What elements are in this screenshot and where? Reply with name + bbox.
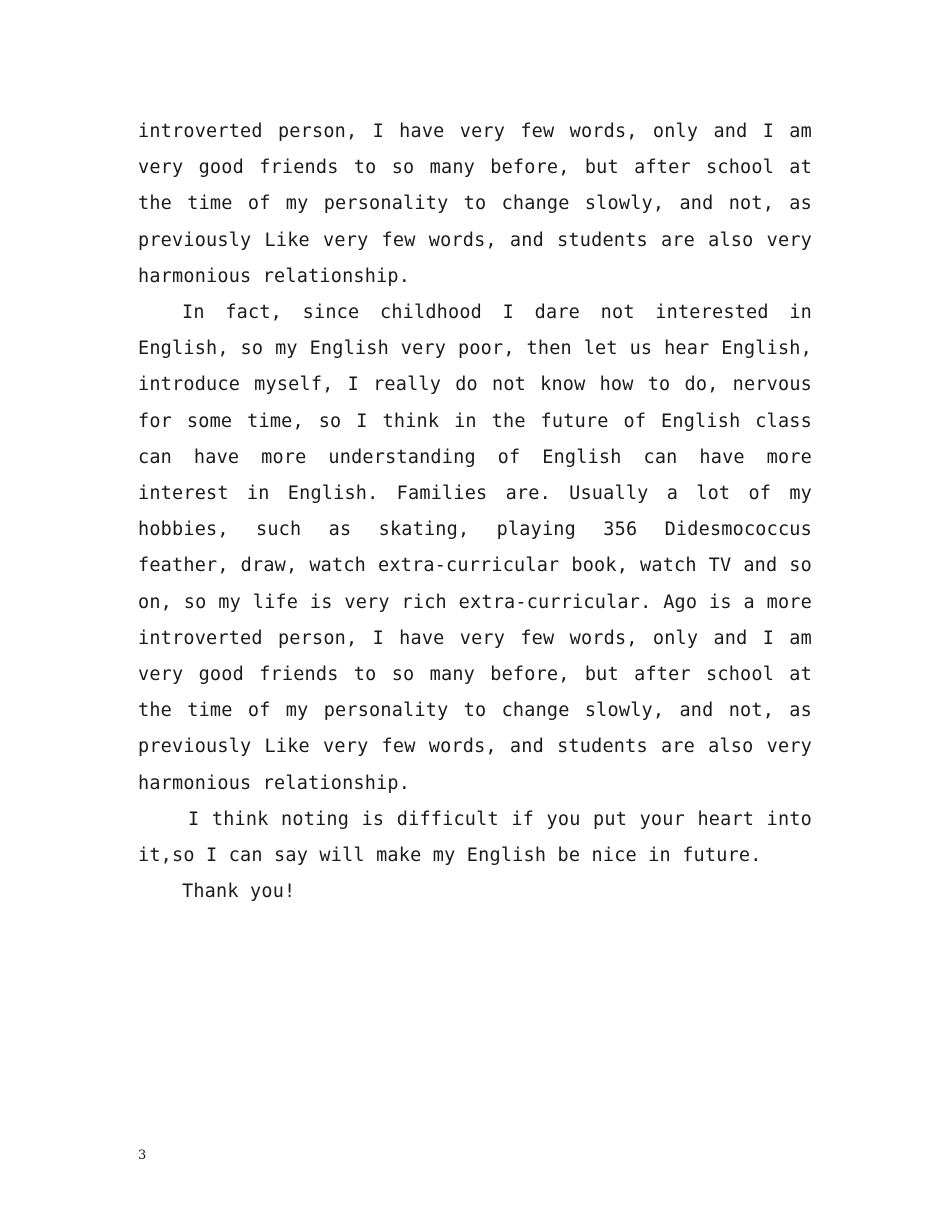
paragraph-conclusion: I think noting is difficult if you put your heart into it,so I can say will make my English be nice in future. — [138, 808, 812, 867]
paragraph-english-interest: In fact, since childhood I dare not interested in English, so my English very poor, then let us hear English, introduce myself, I really do not know how to do, nervous for some time, so I think in the future of English class can have more understanding of English can have more interest in English. Families are. Usually a lot of my hobbies, such as skating, playing 356 Didesmococcus feather, draw, watch extra-curricular book, watch TV and so on, so my life is very rich extra-curricular. Ago is a more introverted person, I have very few words, only and I am very good friends to so many before, but after school at the time of my personality to change slowly, and not, as previously Like very few words, and students are also very harmonious relationship. — [138, 302, 812, 794]
body-text — [138, 114, 812, 910]
page-number: 3 — [138, 1148, 147, 1163]
paragraph-continuation: introverted person, I have very few words, only and I am very good friends to so many before, but after school at the time of my personality to change slowly, and not, as previously Like very few words, and students are also very harmonious relationship. — [138, 121, 812, 287]
paragraph-thanks: Thank you! — [182, 881, 296, 903]
